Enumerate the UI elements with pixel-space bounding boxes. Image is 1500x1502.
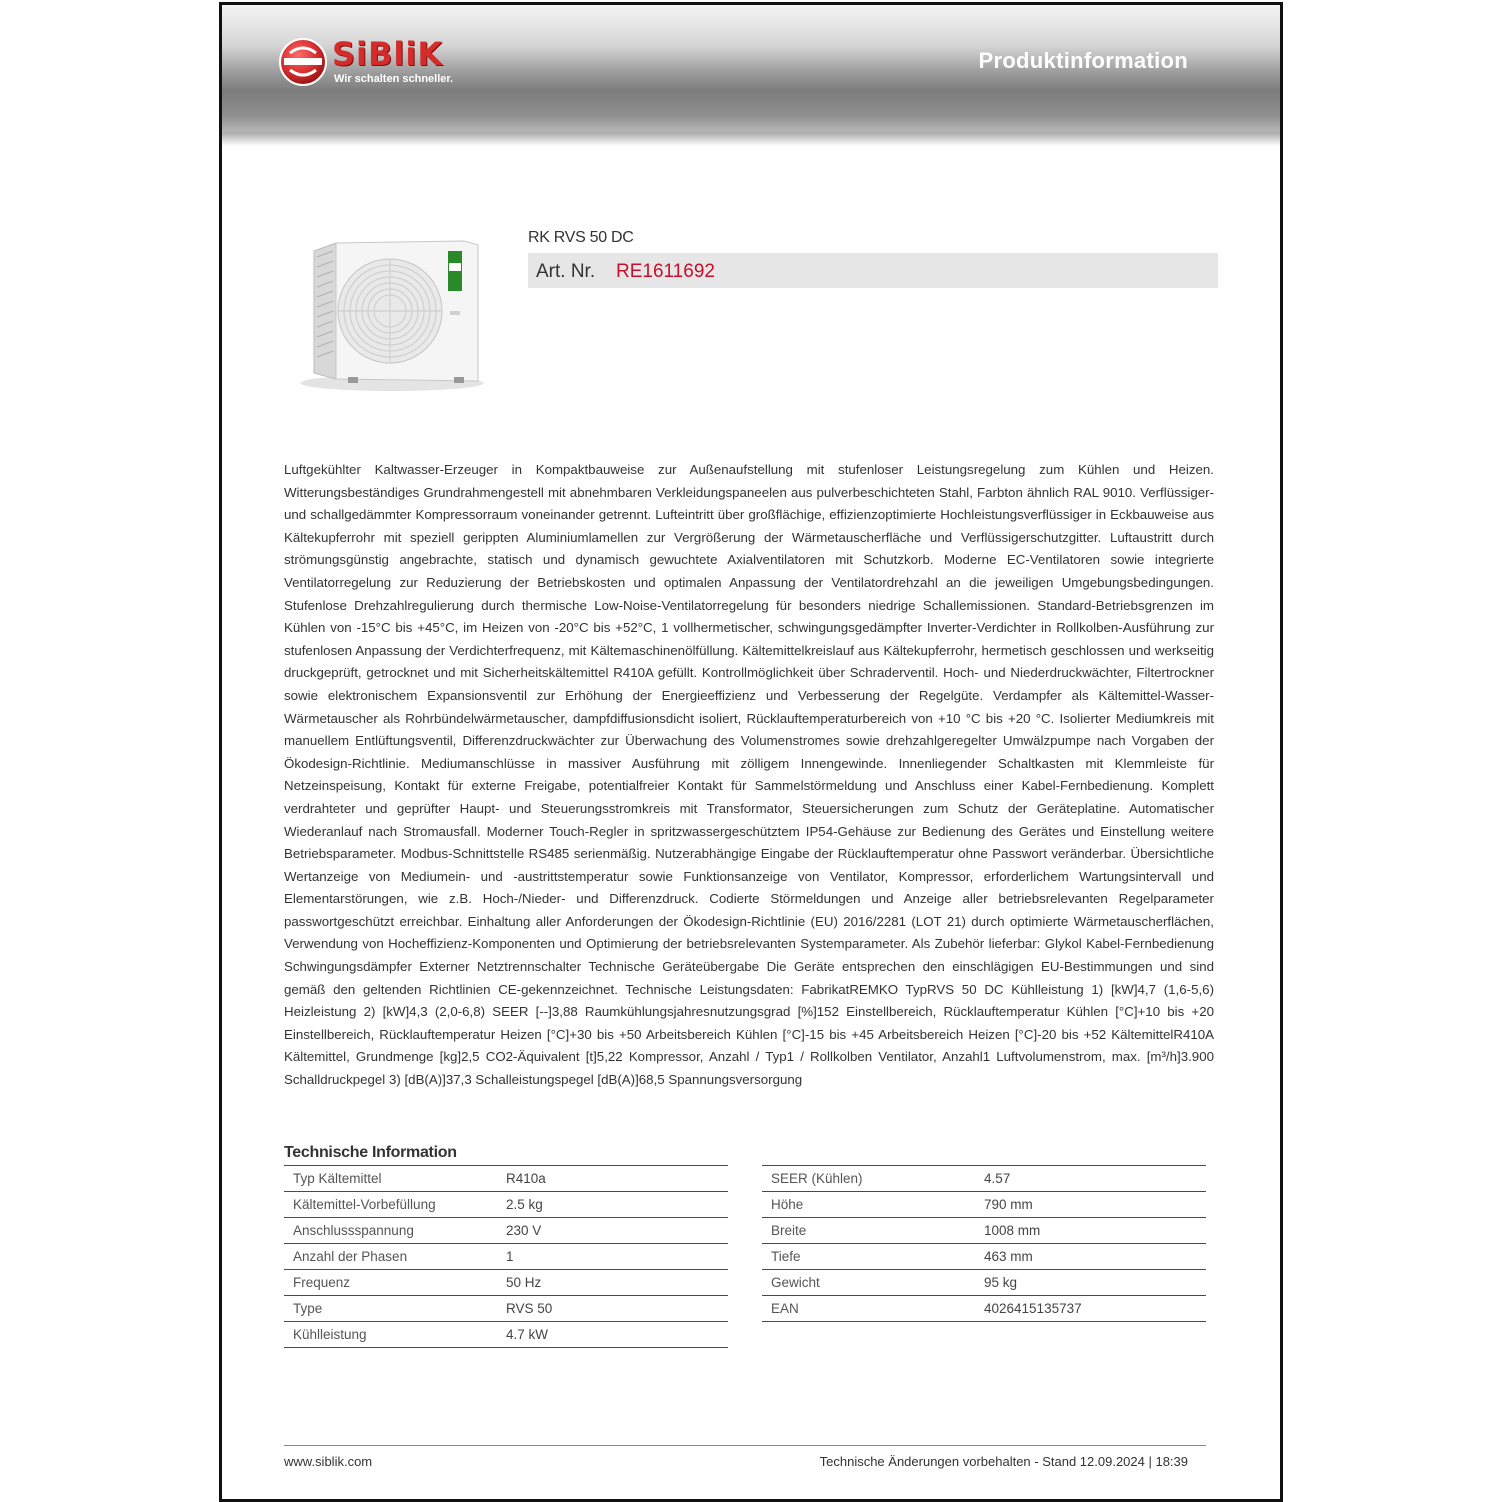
tech-table-right	[762, 1165, 1206, 1322]
footer-note: Technische Änderungen vorbehalten - Stand 12.09.2024 | 18:39	[819, 1454, 1188, 1469]
footer-divider	[284, 1445, 1206, 1446]
table-row	[284, 1218, 728, 1244]
spec-label: Breite	[762, 1218, 975, 1244]
spec-value: 50 Hz	[497, 1270, 728, 1296]
table-row	[284, 1322, 728, 1348]
spec-label: Anzahl der Phasen	[284, 1244, 497, 1270]
spec-label: Anschlussspannung	[284, 1218, 497, 1244]
product-model: RK RVS 50 DC	[528, 229, 634, 246]
footer-url[interactable]: www.siblik.com	[284, 1454, 373, 1469]
spec-label: Gewicht	[762, 1270, 975, 1296]
table-row	[284, 1166, 728, 1192]
spec-label: Typ Kältemittel	[284, 1166, 497, 1192]
spec-value: R410a	[497, 1166, 728, 1192]
spec-label: SEER (Kühlen)	[762, 1166, 975, 1192]
article-number-label: Art. Nr.	[536, 261, 596, 282]
spec-value: 95 kg	[975, 1270, 1206, 1296]
brand-name: SiBliK	[332, 35, 444, 73]
spec-value: 2.5 kg	[497, 1192, 728, 1218]
table-row	[762, 1270, 1206, 1296]
table-row	[284, 1296, 728, 1322]
outdoor-unit-image	[292, 233, 492, 395]
table-row	[284, 1244, 728, 1270]
spec-label: Frequenz	[284, 1270, 497, 1296]
technical-info-title: Technische Information	[284, 1144, 457, 1161]
spec-value: 230 V	[497, 1218, 728, 1244]
spec-value: 1008 mm	[975, 1218, 1206, 1244]
spec-label: Höhe	[762, 1192, 975, 1218]
spec-value: 4.57	[975, 1166, 1206, 1192]
spec-value: 463 mm	[975, 1244, 1206, 1270]
spec-label: Tiefe	[762, 1244, 975, 1270]
spec-value: RVS 50	[497, 1296, 728, 1322]
header-shadow	[222, 132, 1280, 146]
article-number-bar	[528, 253, 1218, 288]
article-number-value[interactable]: RE1611692	[616, 261, 715, 282]
spec-value: 4026415135737	[975, 1296, 1206, 1322]
page-header	[222, 5, 1280, 132]
page-title: Produktinformation	[978, 48, 1188, 73]
siblik-logo-icon	[278, 37, 328, 87]
table-row	[762, 1218, 1206, 1244]
spec-label: Type	[284, 1296, 497, 1322]
product-sheet	[219, 2, 1283, 1502]
tech-table-left	[284, 1165, 728, 1348]
product-description: Luftgekühlter Kaltwasser-Erzeuger in Kompaktbauweise zur Außenaufstellung mit stufenloser Leistungsregelung zum Kühlen und Heizen. Witterungsbeständiges Grundrahmengestell mit abnehmbaren Verkleidungspaneelen aus pulverbeschichteten Stahl, Farbton ähnlich RAL 9010. Verflüssiger- und schallgedämmter Kompressorraum voneinander getrennt. Lufteintritt über großflächige, effizienzoptimierte Hochleistungsverflüssiger in Eckbauweise aus Kältekupferrohr mit speziell gerippten Aluminiumlamellen zur Vergrößerung der Wärmetauscherfläche und Verflüssigerschutzgitter. Luftaustritt durch strömungsgünstig angebrachte, statisch und dynamisch gewuchtete Axialventilatoren mit Schutzkorb. Moderne EC-Ventilatoren sowie integrierte Ventilatorregelung zur Reduzierung der Betriebskosten und optimalen Anpassung der Ventilatordrehzahl an die jeweiligen Umgebungsbedingungen. Stufenlose Drehzahlregulierung durch thermische Low-Noise-Ventilatorregelung für besonders niedrige Schallemissionen. Standard-Betriebsgrenzen im Kühlen von -15°C bis +45°C, im Heizen von -20°C bis +52°C, 1 vollhermetischer, schwingungsgedämpfter Inverter-Verdichter in Rollkolben-Ausführung zur stufenlosen Anpassung der Verdichterfrequenz, mit Kältemaschinenölfüllung. Kältemittelkreislauf aus Kältekupferrohr, hermetisch geschlossen und werkseitig druckgeprüft, getrocknet und mit Sicherheitskältemittel R410A gefüllt. Kontrollmöglichkeit über Schraderventil. Hoch- und Niederdruckwächter, Filtertrockner sowie elektronischem Expansionsventil zur Erhöhung der Energieeffizienz und Verbesserung der Regelgüte. Verdampfer als Kältemittel-Wasser-Wärmetauscher als Rohrbündelwärmetauscher, dampfdiffusionsdicht isoliert, Rücklauftemperaturbereich von +10 °C bis +20 °C. Isolierter Mediumkreis mit manuellem Entlüftungsventil, Differenzdruckwächter zur Überwachung des Volumenstromes sowie drehzahlgeregelter Umwälzpumpe nach Vorgaben der Ökodesign-Richtlinie. Mediumanschlüsse in massiver Ausführung mit zölligem Innengewinde. Innenliegender Schaltkasten mit Klemmleiste für Netzeinspeisung, Kontakt für externe Freigabe, potentialfreier Kontakt für Sammelstörmeldung und Anschluss einer Kabel-Fernbedienung. Komplett verdrahteter und geprüfter Haupt- und Steuerungsstromkreis mit Transformator, Steuersicherungen zum Schutz der Geräteplatine. Automatischer Wiederanlauf nach Stromausfall. Moderner Touch-Regler in spritzwassergeschütztem IP54-Gehäuse zur Bedienung des Gerätes und Einstellung weitere Betriebsparameter. Modbus-Schnittstelle RS485 serienmäßig. Nutzerabhängige Eingabe der Rücklauftemperatur ohne Passwort veränderbar. Übersichtliche Wertanzeige von Mediumein- und -austrittstemperatur sowie Funktionsanzeige von Ventilator, Kompressor, erforderlichem Wartungsintervall und Elementarstörungen, wie z.B. Hoch-/Nieder- und Differenzdruck. Codierte Störmeldungen und Anzeige aller betriebsrelevanten Regelparameter passwortgeschützt erreichbar. Einhaltung aller Anforderungen der Ökodesign-Richtlinie (EU) 2016/2281 (LOT 21) durch optimierte Wärmetauscherflächen, Verwendung von Hocheffizienz-Komponenten und Optimierung der betriebsrelevanten Systemparameter. Als Zubehör lieferbar: Glykol Kabel-Fernbedienung Schwingungsdämpfer Externer Netztrennschalter Technische Geräteübergabe Die Geräte entsprechen den einschlägigen EU-Bestimmungen und sind gemäß den geltenden Richtlinien CE-gekennzeichnet. Technische Leistungsdaten: FabrikatREMKO TypRVS 50 DC Kühlleistung 1) [kW]4,7 (1,6-5,6) Heizleistung 2) [kW]4,3 (2,0-6,8) SEER [--]3,88 Raumkühlungsjahresnutzungsgrad [%]152 Einstellbereich, Rücklauftemperatur Kühlen [°C]+10 bis +20 Einstellbereich, Rücklauftemperatur Heizen [°C]+30 bis +50 Arbeitsbereich Kühlen [°C]-15 bis +45 Arbeitsbereich Heizen [°C]-20 bis +52 KältemittelR410A Kältemittel, Grundmenge [kg]2,5 CO2-Äquivalent [t]5,22 Kompressor, Anzahl / Typ1 / Rollkolben Ventilator, Anzahl1 Luftvolumenstrom, max. [m³/h]3.900 Schalldruckpegel 3) [dB(A)]37,3 Schalleistungspegel [dB(A)]68,5 Spannungsversorgung	[284, 462, 1214, 1088]
spec-label: EAN	[762, 1296, 975, 1322]
table-row	[762, 1296, 1206, 1322]
table-row	[762, 1244, 1206, 1270]
table-row	[284, 1270, 728, 1296]
spec-value: 4.7 kW	[497, 1322, 728, 1348]
table-row	[284, 1192, 728, 1218]
spec-label: Kältemittel-Vorbefüllung	[284, 1192, 497, 1218]
spec-label: Kühlleistung	[284, 1322, 497, 1348]
table-row	[762, 1192, 1206, 1218]
spec-value: 790 mm	[975, 1192, 1206, 1218]
spec-value: 1	[497, 1244, 728, 1270]
siblik-logo[interactable]	[278, 35, 478, 91]
brand-slogan: Wir schalten schneller.	[334, 73, 454, 85]
table-row	[762, 1166, 1206, 1192]
